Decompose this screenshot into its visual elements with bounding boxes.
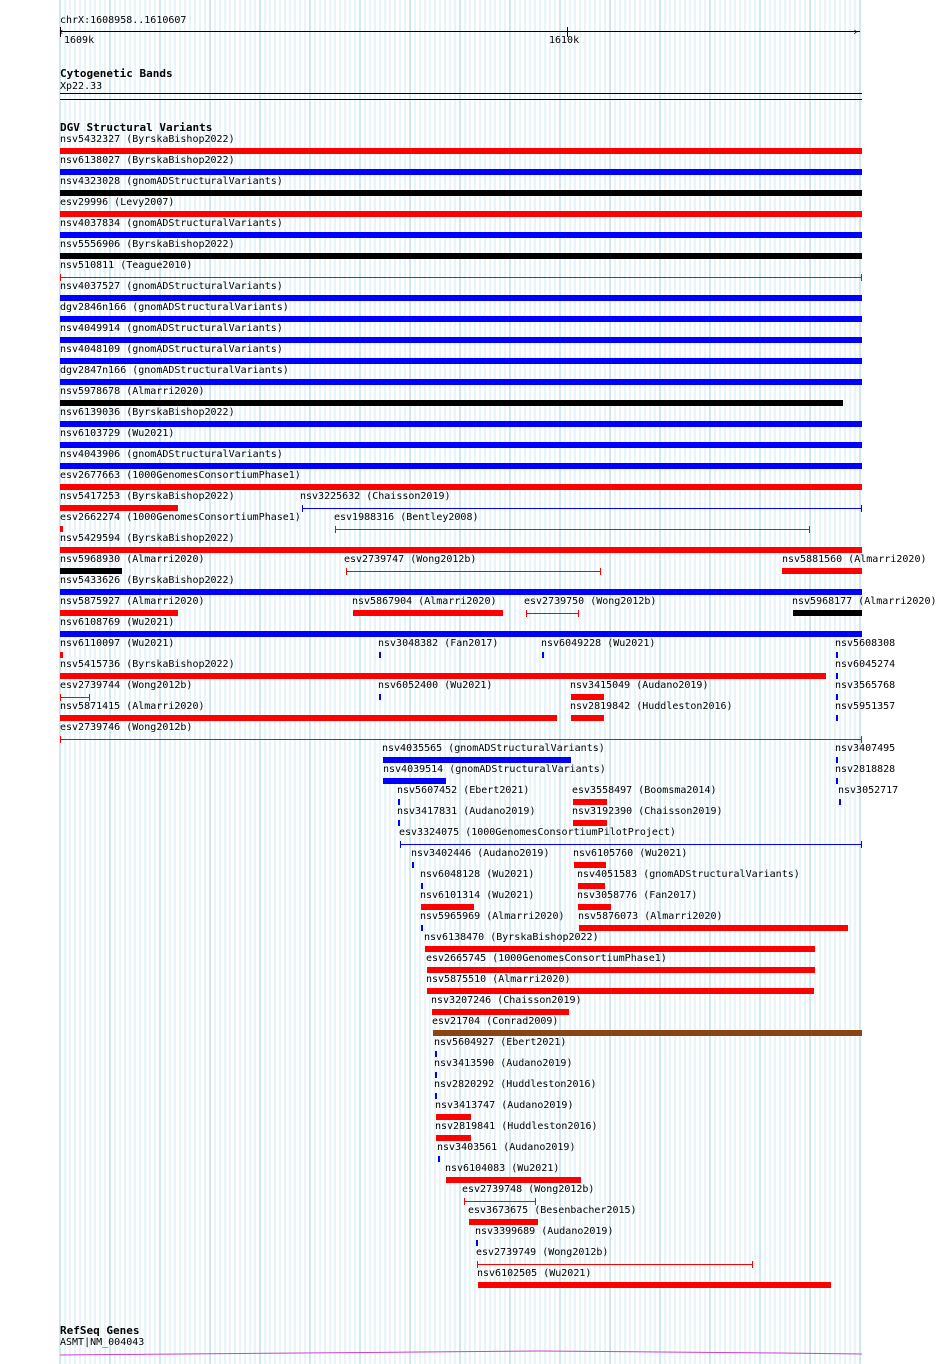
variant-feature[interactable] [60,442,862,448]
variant-feature[interactable] [398,820,400,826]
variant-feature[interactable] [427,988,814,994]
variant-feature[interactable] [578,883,605,889]
variant-feature[interactable] [60,232,862,238]
variant-feature[interactable] [432,1009,569,1015]
feature-label: nsv3225632 (Chaisson2019) [300,491,451,502]
variant-feature[interactable] [60,589,862,595]
feature-label: esv29996 (Levy2007) [60,197,175,208]
feature-label: esv21704 (Conrad2009) [432,1016,559,1027]
feature-label: nsv2819842 (Huddleston2016) [570,701,733,712]
feature-label: nsv2818828 [835,764,896,775]
feature-label: nsv5604927 (Ebert2021) [434,1037,567,1048]
variant-feature[interactable] [60,673,826,679]
ruler-tick-label-1610k: 1610k [549,35,580,46]
feature-label: nsv5968930 (Almarri2020) [60,554,205,565]
feature-label: nsv5429594 (ByrskaBishop2022) [60,533,235,544]
feature-label: nsv4039514 (gnomADStructuralVariants) [383,764,606,775]
feature-label: nsv6101314 (Wu2021) [420,890,535,901]
variant-feature[interactable] [571,715,604,721]
feature-label: nsv4323028 (gnomADStructuralVariants) [60,176,283,187]
feature-label: nsv3413590 (Audano2019) [434,1058,573,1069]
variant-feature[interactable] [60,316,862,322]
feature-label: nsv6045274 [835,659,896,670]
variant-feature[interactable] [469,1219,538,1225]
variant-feature[interactable] [578,904,611,910]
variant-feature[interactable] [60,337,862,343]
variant-feature[interactable] [478,1282,831,1288]
feature-label: nsv3192390 (Chaisson2019) [572,806,723,817]
variant-feature[interactable] [383,778,446,784]
variant-feature[interactable] [421,883,423,889]
ruler-arrow-icon: › [852,25,859,38]
feature-label: nsv6138027 (ByrskaBishop2022) [60,155,235,166]
variant-feature[interactable] [839,799,841,805]
feature-label: nsv4043906 (gnomADStructuralVariants) [60,449,283,460]
cytoband-bar-bottom [60,99,862,100]
feature-label: nsv4037527 (gnomADStructuralVariants) [60,281,283,292]
variant-feature[interactable] [60,274,862,281]
variant-feature[interactable] [427,967,815,973]
variant-feature[interactable] [60,736,862,743]
feature-label: esv1988316 (Bentley2008) [334,512,479,523]
cytoband-label: Xp22.33 [60,81,103,92]
variant-feature[interactable] [436,1114,471,1120]
feature-label: nsv3058776 (Fan2017) [577,890,698,901]
variant-feature[interactable] [346,568,601,575]
variant-feature[interactable] [353,610,503,616]
feature-label: nsv6138470 (ByrskaBishop2022) [424,932,599,943]
locus-label: chrX:1608958..1610607 [60,15,187,26]
variant-feature[interactable] [60,148,862,154]
feature-label: nsv3402446 (Audano2019) [411,848,550,859]
variant-feature[interactable] [836,757,838,763]
feature-label: nsv3417831 (Audano2019) [397,806,536,817]
variant-feature[interactable] [579,925,848,931]
feature-label: esv2739746 (Wong2012b) [60,722,193,733]
feature-label: nsv2819841 (Huddleston2016) [435,1121,598,1132]
feature-label: nsv5978678 (Almarri2020) [60,386,205,397]
variant-feature[interactable] [836,652,838,658]
ruler-arrow-left-icon: ‹ [58,25,65,38]
variant-feature[interactable] [446,1177,581,1183]
variant-feature[interactable] [335,526,810,533]
variant-feature[interactable] [60,400,843,406]
feature-label: esv2665745 (1000GenomesConsortiumPhase1) [426,953,667,964]
feature-label: nsv5607452 (Ebert2021) [397,785,530,796]
feature-label: nsv510811 (Teague2010) [60,260,193,271]
feature-label: nsv4049914 (gnomADStructuralVariants) [60,323,283,334]
variant-feature[interactable] [60,253,862,259]
feature-label: nsv5876073 (Almarri2020) [578,911,723,922]
feature-label: nsv6108769 (Wu2021) [60,617,175,628]
variant-feature[interactable] [438,1156,440,1162]
feature-label: nsv5875510 (Almarri2020) [426,974,571,985]
refseq-track-title[interactable]: RefSeq Genes [60,1324,140,1337]
variant-feature[interactable] [412,862,414,868]
variant-feature[interactable] [836,673,838,679]
feature-label: nsv6139036 (ByrskaBishop2022) [60,407,235,418]
feature-label: nsv4035565 (gnomADStructuralVariants) [382,743,605,754]
variant-feature[interactable] [60,295,862,301]
feature-label: nsv5415736 (ByrskaBishop2022) [60,659,235,670]
variant-feature[interactable] [836,715,838,721]
feature-label: esv3673675 (Besenbacher2015) [468,1205,637,1216]
variant-feature[interactable] [526,610,579,617]
scale-ruler[interactable] [60,31,860,32]
feature-label: esv2739744 (Wong2012b) [60,680,193,691]
variant-feature[interactable] [60,526,63,532]
variant-feature[interactable] [782,568,862,574]
variant-feature[interactable] [60,211,862,217]
feature-label: nsv3413747 (Audano2019) [435,1100,574,1111]
variant-feature[interactable] [60,463,862,469]
variant-feature[interactable] [60,715,557,721]
feature-label: nsv5875927 (Almarri2020) [60,596,205,607]
variant-feature[interactable] [436,1135,471,1141]
feature-label: nsv3403561 (Audano2019) [437,1142,576,1153]
feature-label: nsv5608308 [835,638,896,649]
variant-feature[interactable] [477,1261,753,1268]
variant-feature[interactable] [60,610,178,616]
ruler-tick-label-1609k: 1609k [64,35,95,46]
variant-feature[interactable] [435,1051,437,1057]
dgv-track-title[interactable]: DGV Structural Variants [60,121,213,134]
variant-feature[interactable] [573,820,607,826]
feature-label: nsv3399689 (Audano2019) [475,1226,614,1237]
variant-feature[interactable] [60,505,178,511]
feature-label: nsv3415049 (Audano2019) [570,680,709,691]
variant-feature[interactable] [379,652,381,658]
variant-feature[interactable] [302,505,862,512]
feature-label: esv3558497 (Boomsma2014) [572,785,717,796]
variant-feature[interactable] [400,841,862,848]
feature-label: nsv6048128 (Wu2021) [420,869,535,880]
feature-label: esv2739749 (Wong2012b) [476,1247,609,1258]
variant-feature[interactable] [425,946,815,952]
feature-label: nsv6102505 (Wu2021) [477,1268,592,1279]
cytoband-track-title[interactable]: Cytogenetic Bands [60,67,173,80]
variant-feature[interactable] [60,652,63,658]
feature-label: esv2677663 (1000GenomesConsortiumPhase1) [60,470,301,481]
feature-label: nsv5417253 (ByrskaBishop2022) [60,491,235,502]
refseq-gene-label[interactable]: ASMT|NM_004043 [60,1337,145,1348]
variant-feature[interactable] [571,694,604,700]
feature-label: nsv4051583 (gnomADStructuralVariants) [577,869,800,880]
variant-feature[interactable] [60,358,862,364]
variant-feature[interactable] [60,379,862,385]
feature-label: nsv5433626 (ByrskaBishop2022) [60,575,235,586]
feature-label: esv3324075 (1000GenomesConsortiumPilotProject) [399,827,676,838]
variant-feature[interactable] [836,694,838,700]
feature-label: nsv6104083 (Wu2021) [445,1163,560,1174]
variant-feature[interactable] [60,484,862,490]
feature-label: nsv6105760 (Wu2021) [573,848,688,859]
variant-feature[interactable] [398,799,400,805]
variant-feature[interactable] [60,190,862,196]
variant-feature[interactable] [542,652,544,658]
feature-label: esv2739747 (Wong2012b) [344,554,477,565]
feature-label: dgv2847n166 (gnomADStructuralVariants) [60,365,289,376]
feature-label: nsv3048382 (Fan2017) [378,638,499,649]
variant-feature[interactable] [836,778,838,784]
feature-label: nsv3407495 [835,743,896,754]
variant-feature[interactable] [383,757,571,763]
feature-label: dgv2846n166 (gnomADStructuralVariants) [60,302,289,313]
variant-feature[interactable] [464,1198,536,1205]
refseq-gene-feature[interactable] [60,1347,862,1359]
feature-label: nsv5965969 (Almarri2020) [420,911,565,922]
feature-label: nsv5871415 (Almarri2020) [60,701,205,712]
feature-label: nsv6103729 (Wu2021) [60,428,175,439]
variant-feature[interactable] [574,862,606,868]
feature-label: nsv5881560 (Almarri2020) [782,554,927,565]
variant-feature[interactable] [60,631,862,637]
feature-label: nsv3207246 (Chaisson2019) [431,995,582,1006]
feature-label: nsv3052717 [838,785,899,796]
variant-feature[interactable] [60,421,862,427]
cytoband-bar-top[interactable] [60,93,862,94]
feature-label: nsv4037834 (gnomADStructuralVariants) [60,218,283,229]
variant-feature[interactable] [476,1240,478,1246]
feature-label: nsv4048109 (gnomADStructuralVariants) [60,344,283,355]
feature-label: nsv5951357 [835,701,896,712]
feature-label: nsv5968177 (Almarri2020) [792,596,937,607]
feature-label: esv2739748 (Wong2012b) [462,1184,595,1195]
feature-label: nsv6049228 (Wu2021) [541,638,656,649]
feature-label: nsv5556906 (ByrskaBishop2022) [60,239,235,250]
variant-feature[interactable] [793,610,862,616]
variant-feature[interactable] [379,694,381,700]
feature-label: nsv6052400 (Wu2021) [378,680,493,691]
variant-feature[interactable] [60,547,862,553]
feature-label: nsv2820292 (Huddleston2016) [434,1079,597,1090]
variant-feature[interactable] [573,799,607,805]
feature-label: esv2662274 (1000GenomesConsortiumPhase1) [60,512,301,523]
variant-feature[interactable] [435,1093,437,1099]
feature-label: esv2739750 (Wong2012b) [524,596,657,607]
feature-label: nsv3565768 [835,680,896,691]
variant-feature[interactable] [421,904,474,910]
variant-feature[interactable] [60,568,122,574]
feature-label: nsv5867904 (Almarri2020) [352,596,497,607]
feature-label: nsv5432327 (ByrskaBishop2022) [60,134,235,145]
variant-feature[interactable] [60,169,862,175]
variant-feature[interactable] [60,694,90,701]
variant-feature[interactable] [435,1072,437,1078]
variant-feature[interactable] [433,1030,862,1036]
variant-feature[interactable] [421,925,423,931]
feature-label: nsv6110097 (Wu2021) [60,638,175,649]
